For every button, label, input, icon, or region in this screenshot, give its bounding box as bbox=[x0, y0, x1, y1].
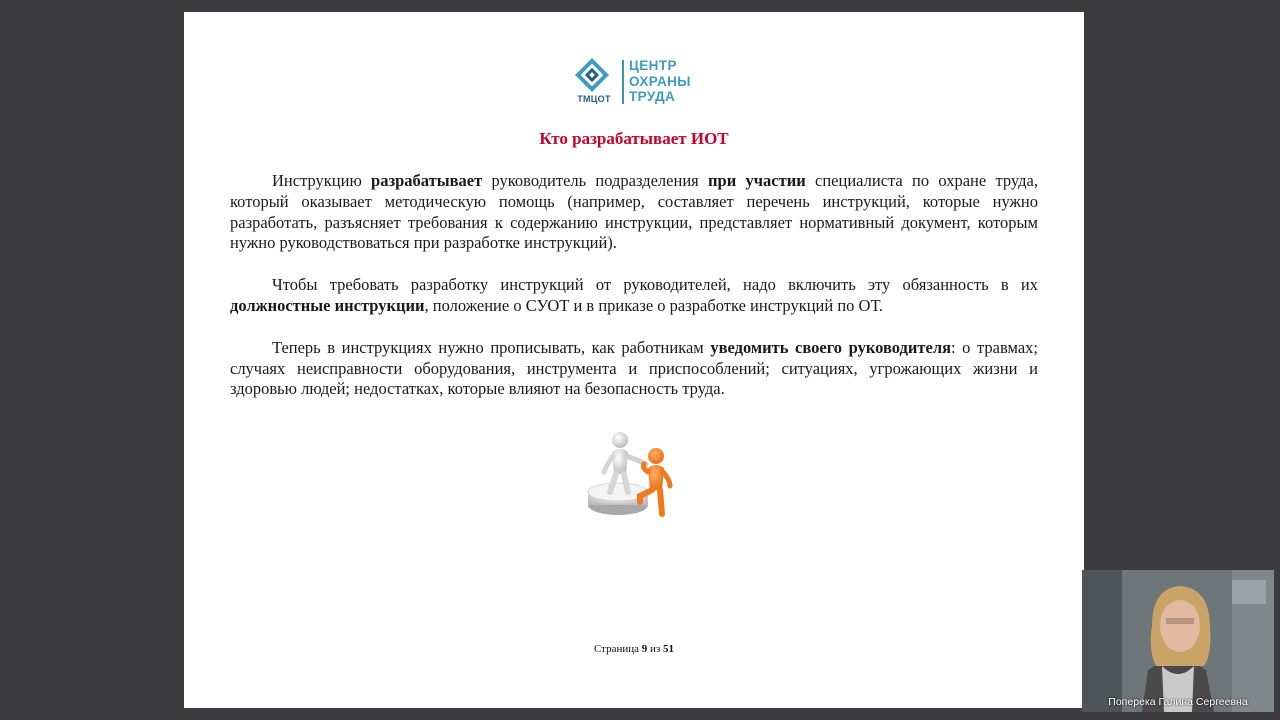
helping-figures-illustration bbox=[584, 422, 684, 522]
logo-divider bbox=[622, 60, 624, 104]
text-run: специалиста по охране труда, который оказывает методическую помощь (например, составляет перечень инструкций, которые нужно разработать, разъясняет требования к содержанию инструкции, представляет нормативный документ, которым нужно руководствоваться при разработке инструкций). bbox=[230, 171, 1038, 253]
page-counter bbox=[184, 643, 1084, 655]
page-separator: из bbox=[647, 643, 664, 655]
slide-heading: Кто разрабатывает ИОТ bbox=[539, 129, 729, 148]
text-run: руководитель подразделения bbox=[482, 171, 709, 190]
logo-line-3: ТРУДА bbox=[629, 89, 676, 104]
bold-run: уведомить своего руководителя bbox=[710, 337, 952, 357]
presentation-slide bbox=[184, 12, 1084, 708]
participant-video-tile[interactable] bbox=[1082, 570, 1274, 712]
text-run: : о травмах; случаях неисправности оборудования, инструмента и приспособлений; ситуациях, угрожающих жизни и здоровью людей; недостатках, которые влияют на безопасность труда. bbox=[230, 337, 1038, 399]
webcam-feed bbox=[1082, 570, 1274, 712]
text-run: Чтобы требовать разработку инструкций от руководителей, надо включить эту обязанность в их bbox=[272, 275, 1038, 295]
logo-line-1: ЦЕНТР bbox=[629, 58, 677, 73]
bold-run: при участии bbox=[708, 171, 806, 190]
logo-line-2: ОХРАНЫ bbox=[629, 73, 691, 89]
logo-abbreviation: ТМЦОТ bbox=[577, 94, 611, 104]
logo-title bbox=[629, 58, 719, 105]
text-run: , положение о СУОТ и в приказе о разработке инструкций по ОТ. bbox=[424, 295, 884, 315]
total-pages: 51 bbox=[663, 643, 675, 655]
text-run: Теперь в инструкциях нужно прописывать, как работникам bbox=[272, 337, 711, 357]
paragraph-3 bbox=[230, 338, 1038, 400]
bold-run: разрабатывает bbox=[371, 171, 483, 190]
participant-name: Поперека Галина Сергеевна bbox=[1108, 696, 1248, 708]
page-prefix: Страница bbox=[593, 643, 642, 655]
paragraph-1 bbox=[230, 171, 1038, 254]
text-run: Инструкцию bbox=[272, 171, 372, 190]
paragraph-2 bbox=[230, 275, 1038, 317]
current-page: 9 bbox=[641, 643, 648, 655]
bold-run: должностные инструкции bbox=[230, 295, 425, 315]
slide-body bbox=[230, 171, 1038, 421]
center-logo bbox=[571, 58, 711, 108]
